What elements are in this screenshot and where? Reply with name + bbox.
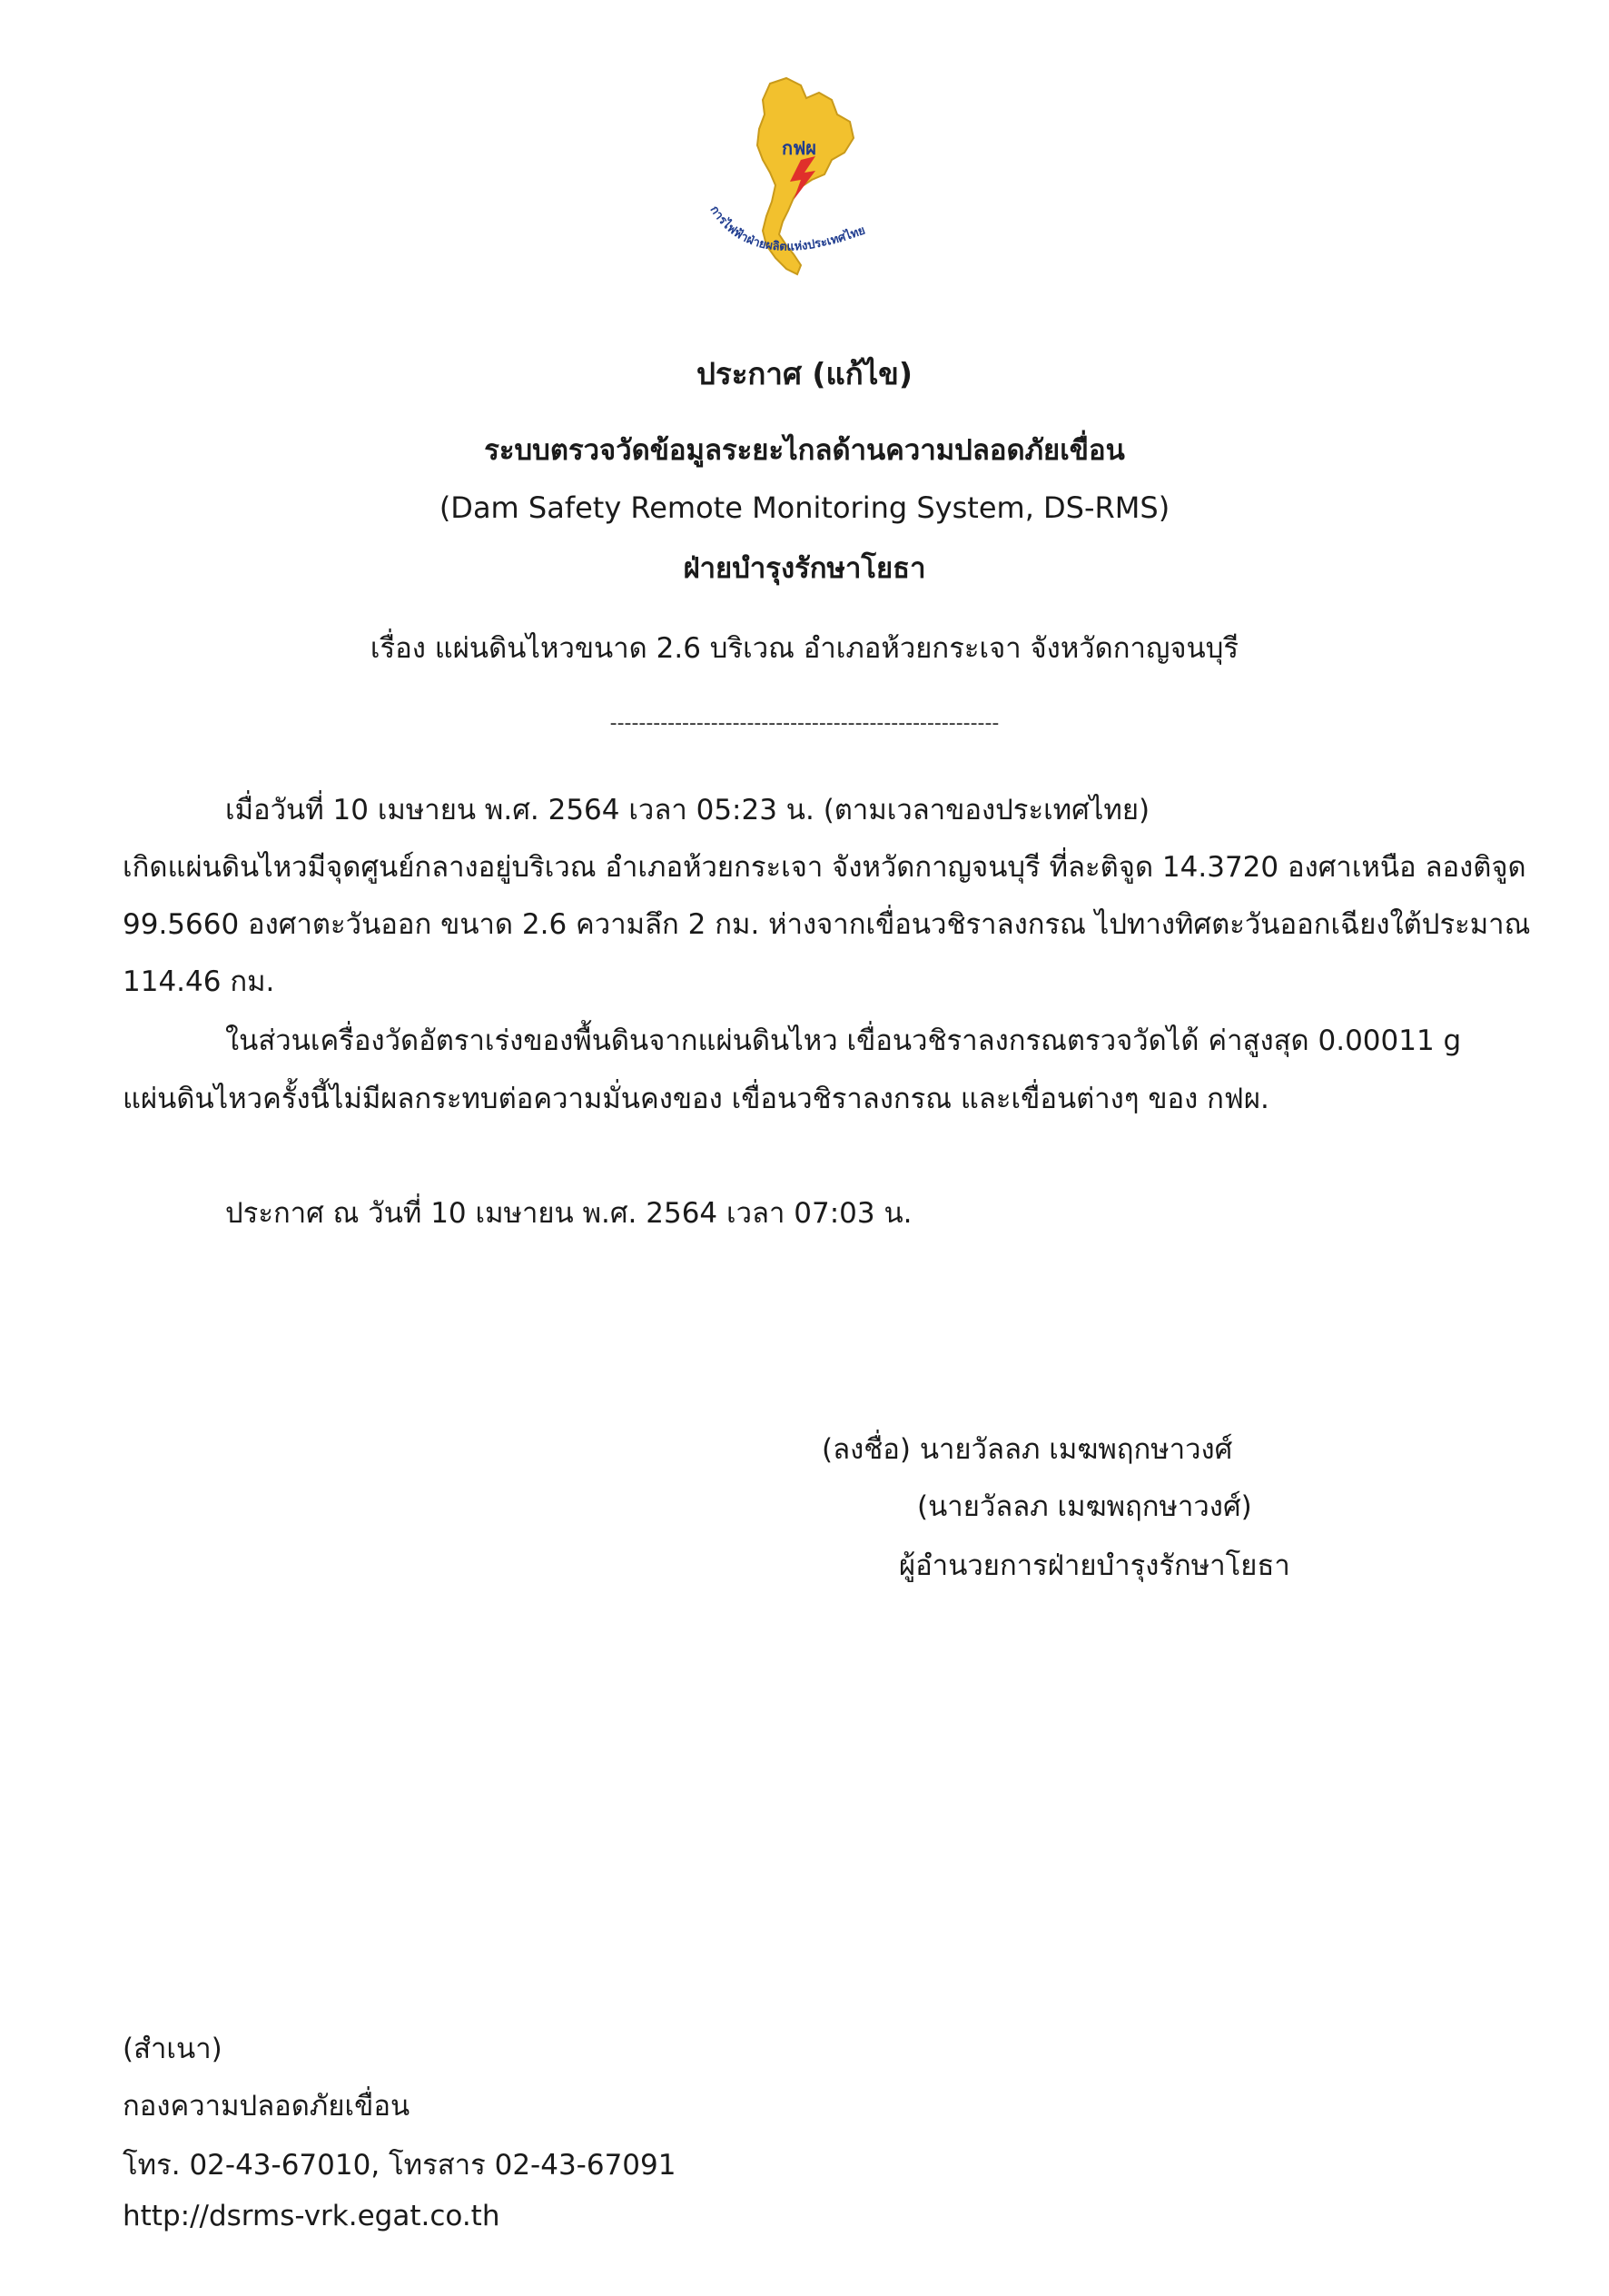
footer-copy: (สำเนา) <box>123 2033 222 2065</box>
announcement-date: ประกาศ ณ วันที่ 10 เมษายน พ.ศ. 2564 เวลา 07:03 น. <box>225 1197 913 1230</box>
signature-name: (นายวัลลภ เมฆพฤกษาวงศ์) <box>917 1490 1252 1523</box>
logo-ring-text: การไฟฟ้าฝ่ายผลิตแห่งประเทศไทย <box>706 203 868 254</box>
body-paragraph-1-line-1: เมื่อวันที่ 10 เมษายน พ.ศ. 2564 เวลา 05:23 น. (ตามเวลาของประเทศไทย) <box>225 794 1150 826</box>
egat-logo <box>699 73 908 291</box>
page-title: ประกาศ (แก้ไข) <box>696 356 913 391</box>
system-name-thai: ระบบตรวจวัดข้อมูลระยะไกลด้านความปลอดภัยเขื่อน <box>484 434 1125 467</box>
system-name-english: (Dam Safety Remote Monitoring System, DS-RMS) <box>439 490 1170 525</box>
body-paragraph-2-line-2: แผ่นดินไหวครั้งนี้ไม่มีผลกระทบต่อความมั่นคงของ เขื่อนวชิราลงกรณ และเขื่อนต่างๆ ของ กฟผ. <box>123 1083 1269 1115</box>
department-name: ฝ่ายบำรุงรักษาโยธา <box>683 552 926 585</box>
footer-division: กองความปลอดภัยเขื่อน <box>123 2090 410 2123</box>
signature-signed: (ลงชื่อ) นายวัลลภ เมฆพฤกษาวงศ์ <box>822 1433 1233 1466</box>
body-paragraph-1-line-3: 99.5660 องศาตะวันออก ขนาด 2.6 ความลึก 2 กม. ห่างจากเขื่อนวชิราลงกรณ ไปทางทิศตะวันออกเฉียงใต้ประมาณ <box>123 908 1531 941</box>
logo-initials: กฟผ <box>782 137 816 159</box>
body-paragraph-1-line-4: 114.46 กม. <box>123 965 275 998</box>
subject-line: เรื่อง แผ่นดินไหวขนาด 2.6 บริเวณ อำเภอห้วยกระเจา จังหวัดกาญจนบุรี <box>370 632 1239 665</box>
footer-url[interactable]: http://dsrms-vrk.egat.co.th <box>123 2200 500 2232</box>
body-paragraph-2-line-1: ในส่วนเครื่องวัดอัตราเร่งของพื้นดินจากแผ่นดินไหว เขื่อนวชิราลงกรณตรวจวัดได้ ค่าสูงสุด 0.00011 g <box>225 1024 1462 1057</box>
signature-position: ผู้อำนวยการฝ่ายบำรุงรักษาโยธา <box>899 1549 1290 1582</box>
footer-contact: โทร. 02-43-67010, โทรสาร 02-43-67091 <box>123 2149 676 2182</box>
body-paragraph-1-line-2: เกิดแผ่นดินไหวมีจุดศูนย์กลางอยู่บริเวณ อำเภอห้วยกระเจา จังหวัดกาญจนบุรี ที่ละติจูด 14.3720 องศาเหนือ ลองติจูด <box>123 851 1526 884</box>
divider: ------------------------------------------------------ <box>609 712 1000 735</box>
